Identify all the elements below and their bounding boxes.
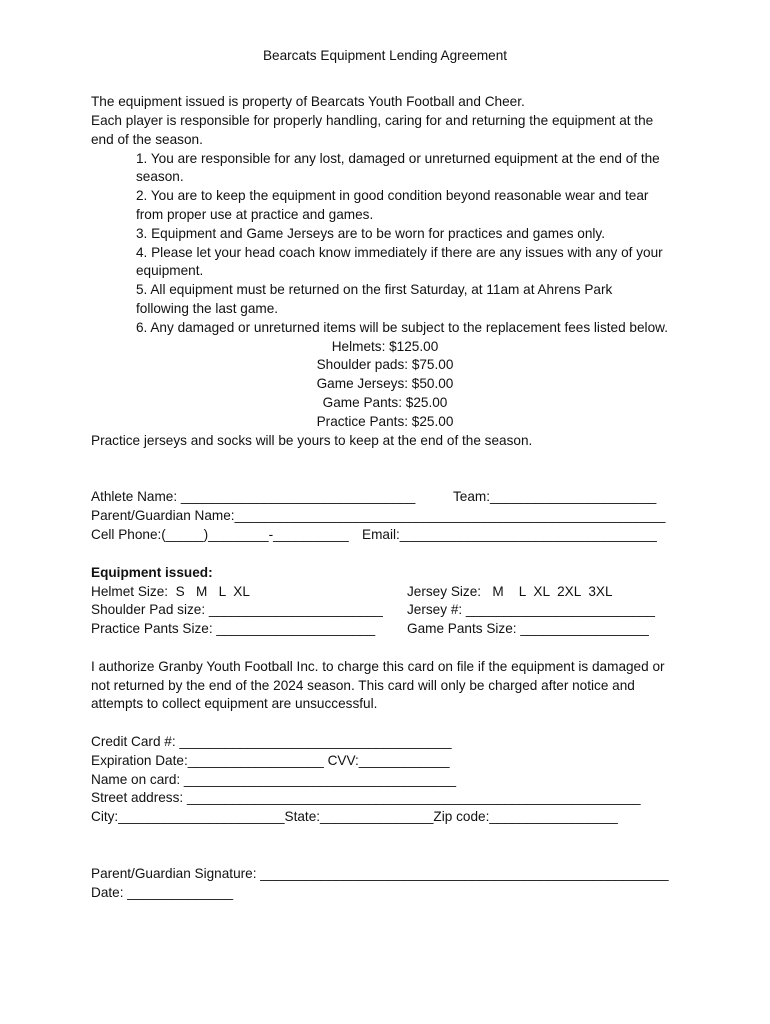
rule-line: 1. You are responsible for any lost, damaged or unreturned equipment at the end of the [136,151,660,166]
athlete-name-field[interactable]: Athlete Name: _______________________________ [91,489,416,504]
expiration-cvv-field[interactable]: Expiration Date:__________________ CVV:____________ [91,753,450,768]
city-state-zip-field[interactable]: City:______________________State:_______________Zip code:_________________ [91,809,618,824]
practice-note: Practice jerseys and socks will be yours to keep at the end of the season. [91,433,533,448]
helmet-size-field[interactable]: Helmet Size: S M L XL [91,584,250,599]
fee-game-pants: Game Pants: $25.00 [322,395,448,410]
fee-helmets: Helmets: $125.00 [331,339,439,354]
intro-line-3: end of the season. [91,132,203,147]
shoulder-pad-size-field[interactable]: Shoulder Pad size: _______________________ [91,602,383,617]
authorization-line-2: not returned by the end of the 2024 season. This card will only be charged after notice and [91,678,635,693]
cell-phone-field[interactable]: Cell Phone:(_____)________-__________ [91,527,349,542]
rule-line: 6. Any damaged or unreturned items will be subject to the replacement fees listed below. [136,320,668,335]
authorization-line-3: attempts to collect equipment are unsuccessful. [91,696,378,711]
credit-card-number-field[interactable]: Credit Card #: ____________________________________ [91,734,452,749]
guardian-signature-field[interactable]: Parent/Guardian Signature: ______________________________________________________ [91,866,669,881]
guardian-name-field[interactable]: Parent/Guardian Name:_________________________________________________________ [91,508,666,523]
game-pants-size-field[interactable]: Game Pants Size: _________________ [407,621,649,636]
equipment-heading: Equipment issued: [91,565,213,580]
jersey-number-field[interactable]: Jersey #: _________________________ [407,602,655,617]
signature-date-field[interactable]: Date: ______________ [91,885,234,900]
intro-line-1: The equipment issued is property of Bearcats Youth Football and Cheer. [91,94,525,109]
rule-line: 2. You are to keep the equipment in good condition beyond reasonable wear and tear [136,188,649,203]
document-title: Bearcats Equipment Lending Agreement [262,48,508,63]
rule-line: equipment. [136,263,204,278]
street-address-field[interactable]: Street address: ____________________________________________________________ [91,790,641,805]
rule-line: from proper use at practice and games. [136,207,374,222]
team-field[interactable]: Team:______________________ [453,489,657,504]
fee-shoulder-pads: Shoulder pads: $75.00 [316,357,454,372]
name-on-card-field[interactable]: Name on card: ____________________________________ [91,772,457,787]
fee-practice-pants: Practice Pants: $25.00 [316,414,454,429]
jersey-size-field[interactable]: Jersey Size: M L XL 2XL 3XL [407,584,613,599]
rule-line: season. [136,169,184,184]
fee-game-jerseys: Game Jerseys: $50.00 [316,376,454,391]
authorization-line-1: I authorize Granby Youth Football Inc. to charge this card on file if the equipment is damaged or [91,659,665,674]
rule-line: 3. Equipment and Game Jerseys are to be worn for practices and games only. [136,226,605,241]
practice-pants-size-field[interactable]: Practice Pants Size: _____________________ [91,621,376,636]
intro-line-2: Each player is responsible for properly handling, caring for and returning the equipment at the [91,113,654,128]
rule-line: following the last game. [136,301,279,316]
rule-line: 5. All equipment must be returned on the first Saturday, at 11am at Ahrens Park [136,282,613,297]
rule-line: 4. Please let your head coach know immediately if there are any issues with any of your [136,245,663,260]
email-field[interactable]: Email:__________________________________ [362,527,657,542]
